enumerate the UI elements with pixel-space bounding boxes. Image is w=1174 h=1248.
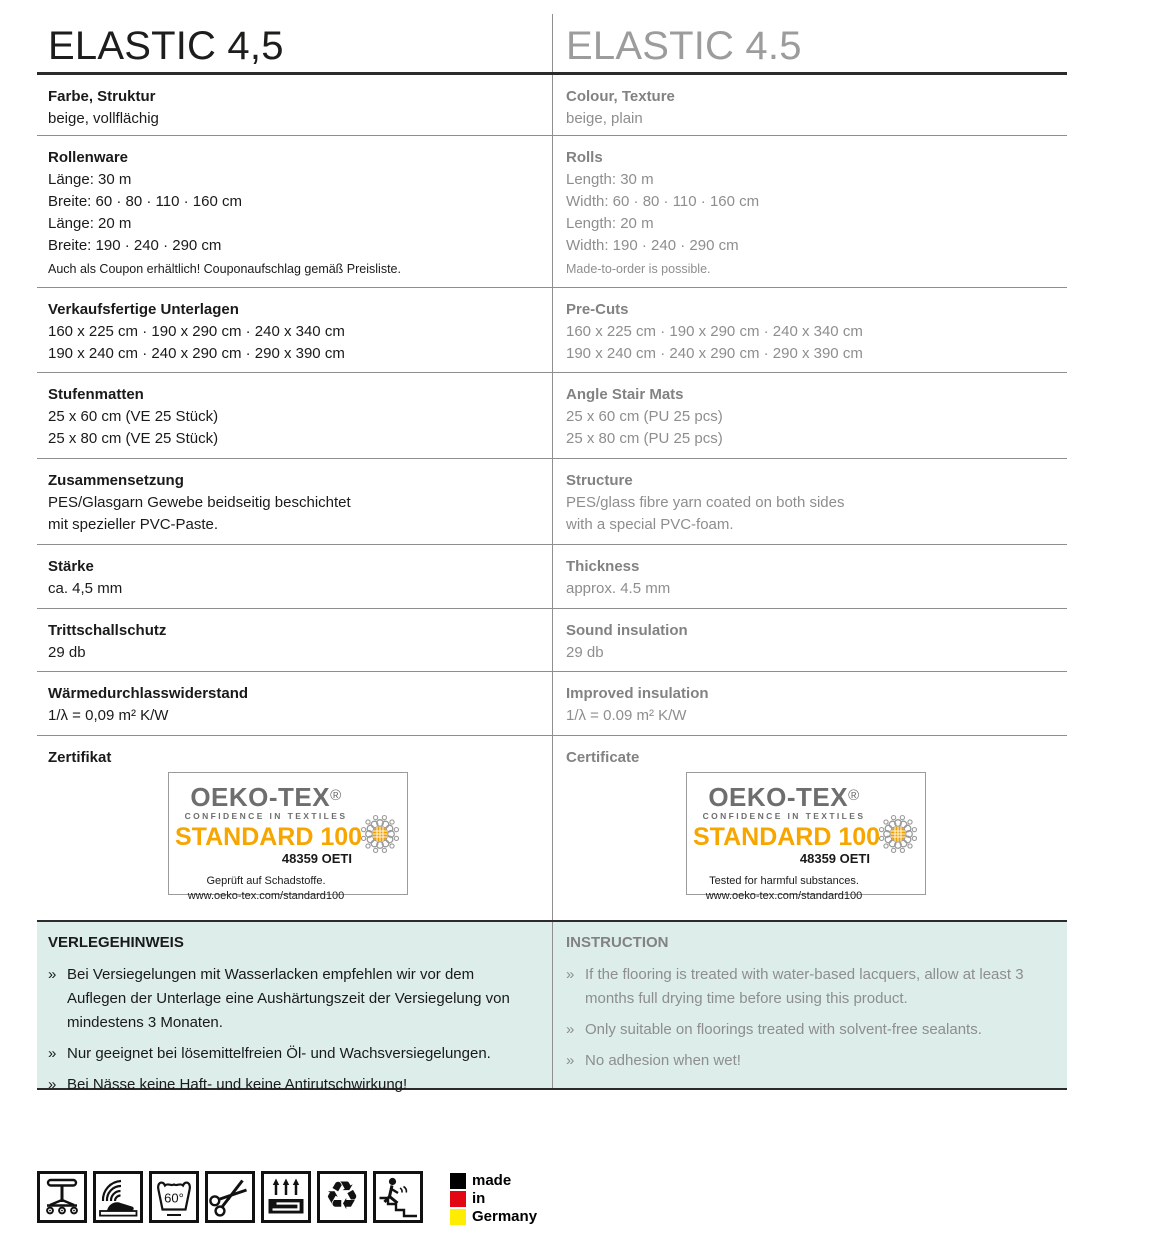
instruction-bullet: » Only suitable on floorings treated with solvent-free sealants. [566, 1018, 1043, 1042]
spec-heading-de: Rollenware [48, 149, 129, 166]
flag-square-black [450, 1173, 466, 1189]
oeko-tex-flower-icon [357, 811, 403, 857]
wash-temperature-label: 60° [164, 1190, 184, 1206]
spec-line: 29 db [48, 644, 86, 661]
spec-line: 25 x 80 cm (PU 25 pcs) [566, 430, 723, 447]
bullet-marker: » [48, 966, 57, 983]
spec-note-de: Auch als Coupon erhältlich! Couponaufschlag gemäß Preisliste. [48, 262, 401, 276]
spec-heading-en: Rolls [566, 149, 603, 166]
recyclable-icon [317, 1171, 367, 1223]
instruction-heading-en: INSTRUCTION [566, 934, 669, 951]
spec-row-insulation [37, 672, 1067, 736]
spec-row-colour [37, 75, 1067, 136]
title-row [37, 14, 1067, 75]
spec-row-stairmats [37, 373, 1067, 459]
spec-line: Breite: 190 · 240 · 290 cm [48, 237, 222, 254]
datasheet [37, 14, 1067, 1093]
instruction-bullet: » Nur geeignet bei lösemittelfreien Öl- und Wachsversiegelungen. [48, 1042, 524, 1066]
certificate-heading-en: Certificate [566, 749, 640, 766]
recycle-glyph: ♻ [324, 1174, 360, 1219]
spec-heading-de: Trittschallschutz [48, 622, 167, 639]
spec-line: 1/λ = 0,09 m² K/W [48, 707, 169, 724]
spec-line: approx. 4.5 mm [566, 580, 671, 597]
spec-heading-en: Colour, Texture [566, 88, 675, 105]
instruction-band [37, 920, 1067, 1093]
spec-line: 25 x 80 cm (VE 25 Stück) [48, 430, 219, 447]
bullet-marker: » [566, 1052, 575, 1069]
oeko-tex-flower-icon [875, 811, 921, 857]
spec-heading-en: Sound insulation [566, 622, 688, 639]
spec-line: beige, plain [566, 110, 643, 127]
spec-heading-en: Improved insulation [566, 685, 709, 702]
oeko-tex-label-en [686, 772, 926, 902]
spec-line: mit spezieller PVC-Paste. [48, 516, 219, 533]
spec-line: Width: 190 · 240 · 290 cm [566, 237, 739, 254]
washable-60-icon [149, 1171, 199, 1223]
spec-line: PES/glass fibre yarn coated on both sides [566, 494, 845, 511]
instruction-heading-de: VERLEGEHINWEIS [48, 934, 184, 951]
spec-line: Länge: 30 m [48, 171, 132, 188]
bullet-marker: » [566, 966, 575, 983]
spec-line: beige, vollflächig [48, 110, 159, 127]
spec-row-structure [37, 459, 1067, 545]
oeko-tex-number: 48359 OETI [281, 851, 352, 866]
made-in-text: Germany [472, 1207, 538, 1225]
spec-row-rolls [37, 136, 1067, 288]
spec-heading-de: Zusammensetzung [48, 472, 184, 489]
spec-line: 160 x 225 cm · 190 x 290 cm · 240 x 340 cm [566, 323, 863, 340]
underfloor-heating-icon [261, 1171, 311, 1223]
cuttable-scissors-icon [205, 1171, 255, 1223]
instruction-bullet: » No adhesion when wet! [566, 1049, 1043, 1073]
spec-heading-en: Thickness [566, 558, 640, 575]
instruction-bullet: » If the flooring is treated with water-based lacquers, allow at least 3 months full drying time before using this product. [566, 963, 1043, 1011]
spec-line: Länge: 20 m [48, 215, 132, 232]
certificate-heading-de: Zertifikat [48, 749, 112, 766]
spec-line: Breite: 60 · 80 · 110 · 160 cm [48, 193, 242, 210]
instruction-bullet: » Bei Versiegelungen mit Wasserlacken empfehlen wir vor dem Auflegen der Unterlage eine Aushärtungszeit der Versiegelung von mindestens 3 Monaten. [48, 963, 524, 1035]
spec-note-en: Made-to-order is possible. [566, 262, 711, 276]
spec-line: 160 x 225 cm · 190 x 290 cm · 240 x 340 cm [48, 323, 345, 340]
registered-mark: ® [848, 787, 860, 804]
spec-line: 190 x 240 cm · 240 x 290 cm · 290 x 390 cm [566, 345, 863, 362]
spec-row-sound [37, 609, 1067, 672]
page-title-de: ELASTIC 4,5 [48, 24, 284, 68]
oeko-tex-number: 48359 OETI [799, 851, 870, 866]
spec-heading-en: Pre-Cuts [566, 301, 629, 318]
spec-line: Length: 30 m [566, 171, 654, 188]
stairs-suitable-icon [373, 1171, 423, 1223]
spec-line: 25 x 60 cm (VE 25 Stück) [48, 408, 219, 425]
spec-line: PES/Glasgarn Gewebe beidseitig beschichtet [48, 494, 351, 511]
oeko-tex-confidence: CONFIDENCE IN TEXTILES [702, 811, 866, 821]
oeko-tex-url: www.oeko-tex.com/standard100 [187, 890, 345, 902]
registered-mark: ® [330, 787, 342, 804]
spec-heading-de: Wärmedurchlasswiderstand [48, 685, 249, 702]
flag-square-red [450, 1191, 466, 1207]
care-symbols-row [37, 1171, 537, 1225]
oeko-tex-note: Tested for harmful substances. [709, 875, 859, 887]
spec-heading-de: Verkaufsfertige Unterlagen [48, 301, 239, 318]
instruction-bullet: » Bei Nässe keine Haft- und keine Antirutschwirkung! [48, 1073, 524, 1097]
spec-heading-de: Farbe, Struktur [48, 88, 156, 105]
spec-heading-de: Stufenmatten [48, 386, 144, 403]
oeko-tex-standard: STANDARD 100 [175, 823, 363, 851]
spec-line: Width: 60 · 80 · 110 · 160 cm [566, 193, 760, 210]
oeko-tex-url: www.oeko-tex.com/standard100 [705, 890, 863, 902]
made-in-germany [450, 1171, 537, 1225]
spec-heading-de: Stärke [48, 558, 94, 575]
page-title-en: ELASTIC 4.5 [566, 24, 802, 68]
oeko-tex-note: Geprüft auf Schadstoffe. [206, 875, 326, 887]
spec-line: 29 db [566, 644, 604, 661]
made-in-text: in [472, 1189, 486, 1207]
oeko-tex-confidence: CONFIDENCE IN TEXTILES [184, 811, 348, 821]
made-in-text: made [472, 1171, 512, 1189]
spec-row-thickness [37, 545, 1067, 609]
oeko-tex-standard: STANDARD 100 [693, 823, 881, 851]
spec-heading-en: Structure [566, 472, 633, 489]
spec-heading-en: Angle Stair Mats [566, 386, 684, 403]
spec-row-precuts [37, 288, 1067, 373]
bullet-marker: » [48, 1045, 57, 1062]
impact-sound-footstep-icon [93, 1171, 143, 1223]
oeko-tex-label-de [168, 772, 408, 902]
office-chair-castors-icon [37, 1171, 87, 1223]
spec-line: 190 x 240 cm · 240 x 290 cm · 290 x 390 cm [48, 345, 345, 362]
spec-line: Length: 20 m [566, 215, 654, 232]
spec-line: ca. 4,5 mm [48, 580, 123, 597]
oeko-tex-brand: OEKO-TEX® [190, 782, 342, 812]
spec-line: with a special PVC-foam. [566, 516, 734, 533]
certificate-row [37, 736, 1067, 920]
spec-line: 25 x 60 cm (PU 25 pcs) [566, 408, 723, 425]
oeko-tex-brand: OEKO-TEX® [708, 782, 860, 812]
flag-square-yellow [450, 1209, 466, 1225]
bullet-marker: » [48, 1076, 57, 1093]
bullet-marker: » [566, 1021, 575, 1038]
spec-line: 1/λ = 0.09 m² K/W [566, 707, 687, 724]
